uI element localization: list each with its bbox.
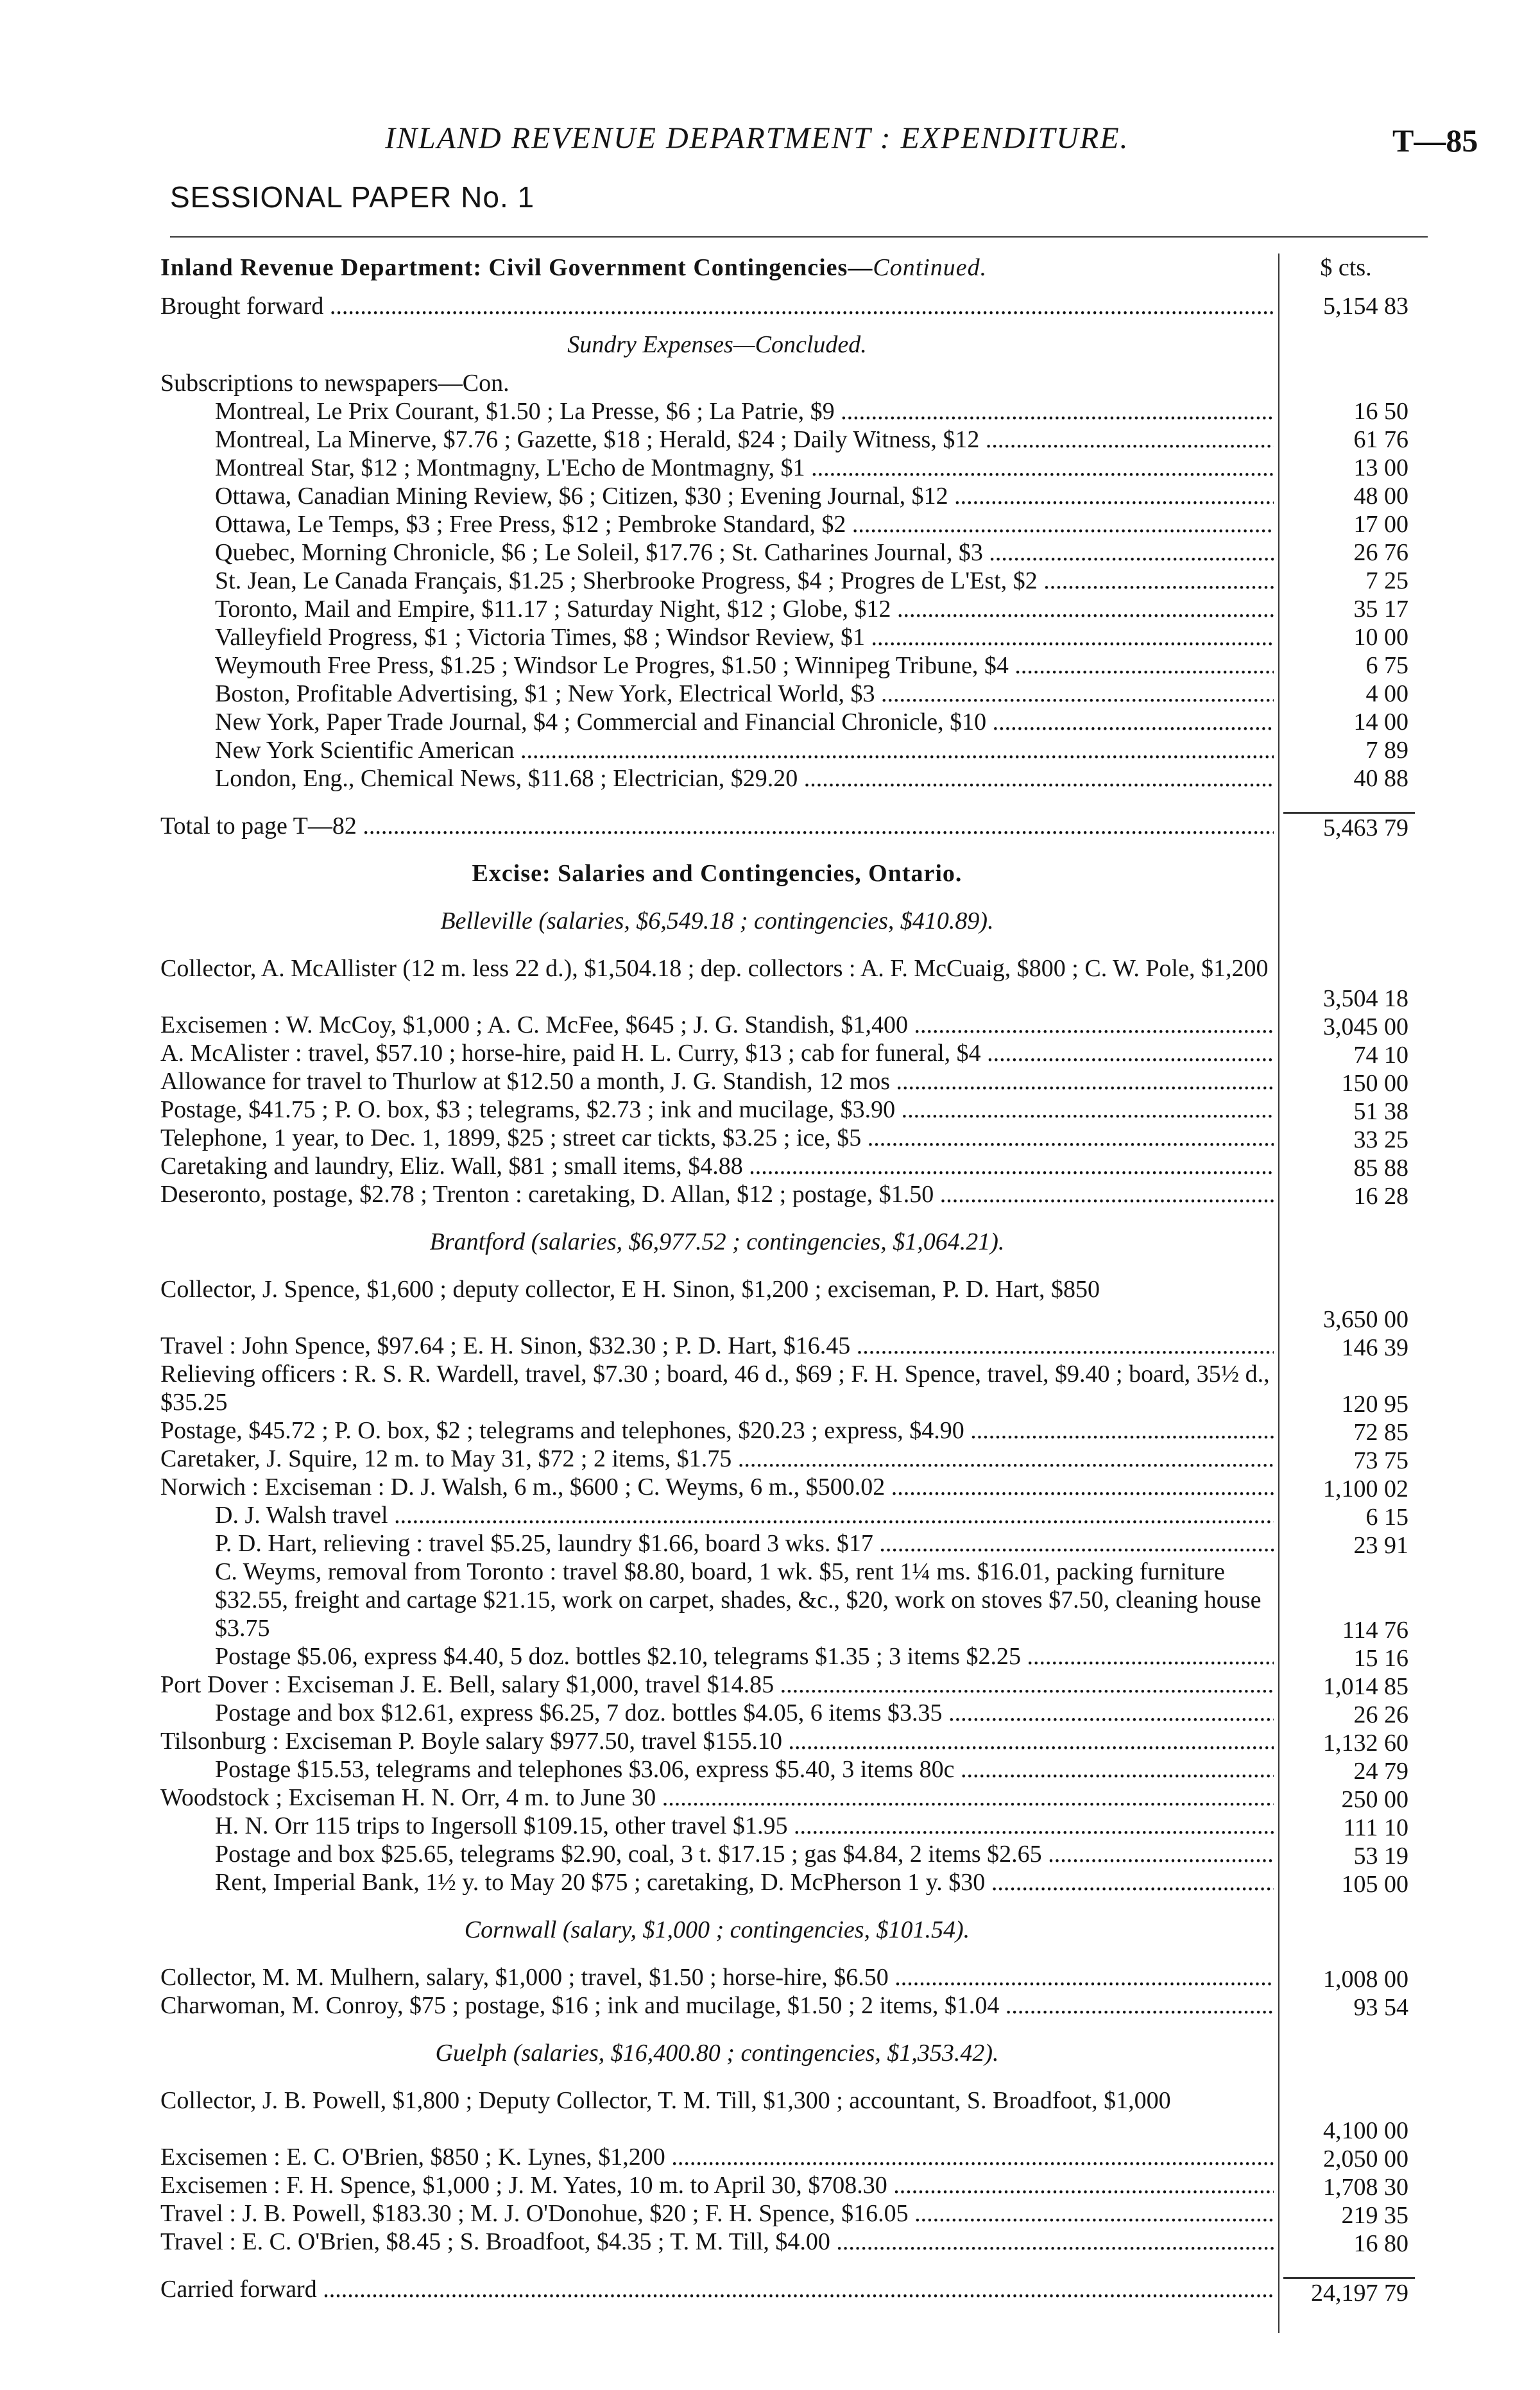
subscriptions-head: Subscriptions to newspapers—Con.: [160, 370, 509, 397]
ledger-row-text: Caretaking and laundry, Eliz. Wall, $81 ; small items, $4.88: [160, 1153, 743, 1180]
ledger-row-amount: 26 76: [1353, 539, 1408, 566]
ledger-row: [160, 1180, 1274, 1208]
ledger-row: [160, 1152, 1274, 1180]
ledger-row: [160, 454, 1274, 482]
ledger-row-text: Travel : John Spence, $97.64 ; E. H. Sinon, $32.30 ; P. D. Hart, $16.45: [160, 1332, 851, 1359]
ledger-row: [160, 1039, 1274, 1067]
carried-forward-label: Carried forward: [160, 2276, 317, 2303]
ledger-row: [160, 2171, 1274, 2199]
ledger-row-amount: 53 19: [1353, 1843, 1408, 1870]
ledger-row-amount: 26 26: [1353, 1701, 1408, 1728]
ledger-row-text: Toronto, Mail and Empire, $11.17 ; Saturday Night, $12 ; Globe, $12: [215, 596, 891, 623]
ledger-row: [160, 1360, 1274, 1416]
amount-column: [1283, 254, 1415, 2307]
subscriptions-list: [160, 397, 1274, 793]
ledger-row: [160, 426, 1274, 454]
belleville-head: Belleville (salaries, $6,549.18 ; contingencies, $410.89).: [440, 907, 994, 934]
ledger-row-text: Woodstock ; Exciseman H. N. Orr, 4 m. to June 30: [160, 1784, 656, 1811]
ledger-row-text: Collector, A. McAllister (12 m. less 22 d.), $1,504.18 ; dep. collectors : A. F. McCuaig, $800 ; C. W. Pole, $1,200: [160, 955, 1269, 982]
ledger-row: [160, 1671, 1274, 1699]
ledger-row-text: Postage and box $25.65, telegrams $2.90, coal, 3 t. $17.15 ; gas $4.84, 2 items $2.65: [215, 1841, 1042, 1868]
ledger-row: [160, 708, 1274, 736]
ledger-row: [160, 1501, 1274, 1529]
total-amount: 5,463 79: [1283, 812, 1415, 842]
ledger-row-amount: 105 00: [1341, 1871, 1408, 1898]
ledger-row-amount: 7 89: [1365, 737, 1408, 764]
ledger-row-amount: 15 16: [1353, 1645, 1408, 1672]
ledger-row: [160, 1558, 1274, 1642]
ledger-row-text: Port Dover : Exciseman J. E. Bell, salary $1,000, travel $14.85: [160, 1671, 774, 1698]
ledger-row: [160, 1067, 1274, 1096]
ledger-row: [160, 1840, 1274, 1868]
ledger-row-text: Allowance for travel to Thurlow at $12.50 a month, J. G. Standish, 12 mos: [160, 1068, 891, 1095]
excise-section-title: Excise: Salaries and Contingencies, Ontario.: [472, 860, 963, 887]
sundry-expenses-head: Sundry Expenses—Concluded.: [567, 331, 867, 358]
brantford-head: Brantford (salaries, $6,977.52 ; contingencies, $1,064.21).: [429, 1228, 1005, 1255]
ledger-row-text: C. Weyms, removal from Toronto : travel $8.80, board, 1 wk. $5, rent 1¼ ms. $16.01, packing furniture $32.55, freight and cartage $21.15, work on carpet, shades, &c., $20, work on stoves $7.50, cleaning house $3.75: [215, 1558, 1262, 1642]
ledger-row-amount: 61 76: [1353, 426, 1408, 453]
ledger-row: [160, 1332, 1274, 1360]
ledger-row-text: Quebec, Morning Chronicle, $6 ; Le Soleil, $17.76 ; St. Catharines Journal, $3: [215, 539, 983, 566]
ledger-row-amount: 3,045 00: [1323, 1013, 1408, 1040]
currency-head: $ cts.: [1320, 254, 1372, 281]
ledger-row: [160, 1727, 1274, 1755]
ledger-row: [160, 482, 1274, 510]
ledger-row: [160, 1275, 1274, 1332]
ledger-row-text: Charwoman, M. Conroy, $75 ; postage, $16 ; ink and mucilage, $1.50 ; 2 items, $1.04: [160, 1992, 1000, 2019]
ledger-row: [160, 1124, 1274, 1152]
ledger-row-amount: 23 91: [1353, 1532, 1408, 1559]
ledger-row-amount: 16 50: [1353, 398, 1408, 425]
ledger-row: [160, 1868, 1274, 1896]
ledger-row-text: Postage $5.06, express $4.40, 5 doz. bottles $2.10, telegrams $1.35 ; 3 items $2.25: [215, 1643, 1021, 1670]
ledger-row-text: H. N. Orr 115 trips to Ingersoll $109.15, other travel $1.95: [215, 1812, 788, 1839]
ledger-row: [160, 2086, 1274, 2143]
subscriptions-amounts: [1283, 397, 1415, 793]
ledger-row: [160, 567, 1274, 595]
ledger-row-text: New York Scientific American: [215, 737, 515, 764]
ledger-row-amount: 4,100 00: [1323, 2117, 1408, 2144]
ledger-row-text: Travel : E. C. O'Brien, $8.45 ; S. Broadfoot, $4.35 ; T. M. Till, $4.00: [160, 2228, 830, 2255]
ledger-row-text: Weymouth Free Press, $1.25 ; Windsor Le Progres, $1.50 ; Winnipeg Tribune, $4: [215, 652, 1009, 679]
guelph-head: Guelph (salaries, $16,400.80 ; contingencies, $1,353.42).: [435, 2040, 999, 2067]
ledger-row-amount: 17 00: [1353, 511, 1408, 538]
sessional-paper-label: SESSIONAL PAPER No. 1: [170, 180, 535, 214]
brantford-amounts: [1283, 1277, 1415, 1898]
ledger-row: [160, 1416, 1274, 1445]
ledger-row-text: Postage and box $12.61, express $6.25, 7 doz. bottles $4.05, 6 items $3.35: [215, 1699, 943, 1726]
ledger-row-amount: 33 25: [1353, 1126, 1408, 1153]
ledger-row: [160, 538, 1274, 567]
ledger-row-amount: 1,008 00: [1323, 1966, 1408, 1993]
ledger-row-text: Montreal, Le Prix Courant, $1.50 ; La Presse, $6 ; La Patrie, $9: [215, 398, 835, 425]
ledger-row-text: Tilsonburg : Exciseman P. Boyle salary $977.50, travel $155.10: [160, 1728, 782, 1755]
ledger-row-text: Postage, $45.72 ; P. O. box, $2 ; telegrams and telephones, $20.23 ; express, $4.90: [160, 1417, 964, 1444]
ledger-row-amount: 24 79: [1353, 1758, 1408, 1785]
ledger-row-text: London, Eng., Chemical News, $11.68 ; Electrician, $29.20: [215, 765, 798, 792]
ledger-row-text: Telephone, 1 year, to Dec. 1, 1899, $25 ; street car tickts, $3.25 ; ice, $5: [160, 1124, 862, 1151]
ledger-row-text: Boston, Profitable Advertising, $1 ; New York, Electrical World, $3: [215, 680, 875, 707]
ledger-row-amount: 219 35: [1341, 2202, 1408, 2229]
ledger-row: [160, 954, 1274, 1011]
total-label: Total to page T—82: [160, 812, 357, 839]
ledger-row: [160, 651, 1274, 680]
guelph-list: [160, 2086, 1274, 2256]
ledger-row-amount: 74 10: [1353, 1042, 1408, 1069]
ledger-row: [160, 1011, 1274, 1039]
cornwall-amounts: [1283, 1965, 1415, 2022]
ledger-row-text: A. McAlister : travel, $57.10 ; horse-hire, paid H. L. Curry, $13 ; cab for funeral, $4: [160, 1040, 981, 1067]
ledger-row-amount: 16 28: [1353, 1183, 1408, 1210]
ledger-row-amount: 6 15: [1365, 1504, 1408, 1531]
ledger-row-amount: 48 00: [1353, 483, 1408, 510]
ledger-row-text: New York, Paper Trade Journal, $4 ; Commercial and Financial Chronicle, $10: [215, 709, 987, 735]
ledger-row-text: Rent, Imperial Bank, 1½ y. to May 20 $75 ; caretaking, D. McPherson 1 y. $30: [215, 1869, 986, 1896]
ledger-row-text: Montreal Star, $12 ; Montmagny, L'Echo de Montmagny, $1: [215, 454, 805, 481]
belleville-list: [160, 954, 1274, 1208]
ledger-row: [160, 1784, 1274, 1812]
brought-forward-amount: 5,154 83: [1323, 293, 1408, 320]
ledger-row-amount: 85 88: [1353, 1155, 1408, 1182]
ledger-row: [160, 764, 1274, 793]
ledger-row: [160, 2228, 1274, 2256]
amount-column-rule: [1278, 254, 1279, 2333]
ledger-row-text: Collector, J. Spence, $1,600 ; deputy collector, E H. Sinon, $1,200 ; exciseman, P. D. Hart, $850: [160, 1276, 1100, 1303]
ledger-row-text: Excisemen : W. McCoy, $1,000 ; A. C. McFee, $645 ; J. G. Standish, $1,400: [160, 1011, 908, 1038]
ledger-row-text: Ottawa, Le Temps, $3 ; Free Press, $12 ; Pembroke Standard, $2: [215, 511, 846, 538]
ledger-row-amount: 3,504 18: [1323, 985, 1408, 1012]
ledger-row-text: Postage, $41.75 ; P. O. box, $3 ; telegrams, $2.73 ; ink and mucilage, $3.90: [160, 1096, 896, 1123]
ledger-row: [160, 1096, 1274, 1124]
ledger-row-amount: 14 00: [1353, 709, 1408, 735]
ledger-row-text: Collector, M. M. Mulhern, salary, $1,000 ; travel, $1.50 ; horse-hire, $6.50: [160, 1964, 889, 1991]
ledger-row-amount: 4 00: [1365, 680, 1408, 707]
ledger-row-amount: 111 10: [1343, 1814, 1408, 1841]
page-number: T—85: [1392, 123, 1478, 159]
ledger-row-amount: 1,708 30: [1323, 2174, 1408, 2201]
ledger-row-amount: 73 75: [1353, 1447, 1408, 1474]
section-title-main: Inland Revenue Department: Civil Government Contingencies—: [160, 254, 873, 281]
running-title: INLAND REVENUE DEPARTMENT : EXPENDITURE.: [385, 121, 1129, 155]
ledger-row-text: Relieving officers : R. S. R. Wardell, travel, $7.30 ; board, 46 d., $69 ; F. H. Spence, travel, $9.40 ; board, 35½ d., $35.25: [160, 1361, 1270, 1416]
guelph-amounts: [1283, 2088, 1415, 2258]
header-rule: [170, 236, 1428, 238]
ledger-row-amount: 150 00: [1341, 1070, 1408, 1097]
ledger-row-text: Valleyfield Progress, $1 ; Victoria Times, $8 ; Windsor Review, $1: [215, 624, 865, 651]
description-column: [160, 254, 1274, 2303]
brought-forward-label: Brought forward: [160, 293, 324, 320]
ledger-row-amount: 40 88: [1353, 765, 1408, 792]
ledger-row-text: Ottawa, Canadian Mining Review, $6 ; Citizen, $30 ; Evening Journal, $12: [215, 483, 948, 510]
ledger-row: [160, 1812, 1274, 1840]
carried-forward-row: [160, 2275, 1274, 2303]
ledger-row-amount: 250 00: [1341, 1786, 1408, 1813]
ledger-row: [160, 595, 1274, 623]
belleville-amounts: [1283, 956, 1415, 1210]
ledger-row-amount: 3,650 00: [1323, 1306, 1408, 1333]
ledger-row: [160, 736, 1274, 764]
ledger-row: [160, 1529, 1274, 1558]
ledger-row-text: Collector, J. B. Powell, $1,800 ; Deputy Collector, T. M. Till, $1,300 ; accountant, S. Broadfoot, $1,000: [160, 2087, 1171, 2114]
ledger-row-text: Excisemen : E. C. O'Brien, $850 ; K. Lynes, $1,200: [160, 2144, 665, 2171]
ledger-row: [160, 397, 1274, 426]
ledger-row-text: Postage $15.53, telegrams and telephones $3.06, express $5.40, 3 items 80c: [215, 1756, 955, 1783]
ledger-row-text: Deseronto, postage, $2.78 ; Trenton : caretaking, D. Allan, $12 ; postage, $1.50: [160, 1181, 934, 1208]
brought-forward-row: [160, 292, 1274, 320]
ledger-row-amount: 13 00: [1353, 454, 1408, 481]
ledger-row: [160, 1699, 1274, 1727]
ledger-row: [160, 2199, 1274, 2228]
ledger-row: [160, 1445, 1274, 1473]
ledger-row-amount: 120 95: [1341, 1391, 1408, 1418]
ledger-row: [160, 1755, 1274, 1784]
ledger-row-text: Montreal, La Minerve, $7.76 ; Gazette, $18 ; Herald, $24 ; Daily Witness, $12: [215, 426, 980, 453]
ledger-row: [160, 623, 1274, 651]
ledger-row-amount: 146 39: [1341, 1334, 1408, 1361]
total-row: [160, 812, 1274, 840]
ledger-row-text: Excisemen : F. H. Spence, $1,000 ; J. M. Yates, 10 m. to April 30, $708.30: [160, 2172, 887, 2199]
ledger-row: [160, 680, 1274, 708]
ledger-row: [160, 1642, 1274, 1671]
ledger-row: [160, 1991, 1274, 2020]
ledger-row-amount: 10 00: [1353, 624, 1408, 651]
ledger-row-amount: 93 54: [1353, 1994, 1408, 2021]
ledger-row-text: P. D. Hart, relieving : travel $5.25, laundry $1.66, board 3 wks. $17: [215, 1530, 873, 1557]
ledger-row-amount: 1,132 60: [1323, 1730, 1408, 1757]
ledger-row-text: D. J. Walsh travel: [215, 1502, 388, 1529]
ledger-row-text: St. Jean, Le Canada Français, $1.25 ; Sherbrooke Progress, $4 ; Progres de L'Est, $2: [215, 567, 1038, 594]
ledger-row: [160, 1963, 1274, 1991]
ledger-row-amount: 35 17: [1353, 596, 1408, 623]
brantford-list: [160, 1275, 1274, 1896]
ledger-row: [160, 1473, 1274, 1501]
ledger-row-text: Norwich : Exciseman : D. J. Walsh, 6 m., $600 ; C. Weyms, 6 m., $500.02: [160, 1474, 886, 1500]
ledger-row-text: Caretaker, J. Squire, 12 m. to May 31, $72 ; 2 items, $1.75: [160, 1445, 732, 1472]
ledger-row: [160, 2143, 1274, 2171]
cornwall-head: Cornwall (salary, $1,000 ; contingencies, $101.54).: [464, 1916, 970, 1943]
ledger-row: [160, 510, 1274, 538]
ledger-row-amount: 51 38: [1353, 1098, 1408, 1125]
section-title-continued: Continued.: [873, 254, 988, 281]
ledger-row-amount: 2,050 00: [1323, 2145, 1408, 2172]
ledger-row-amount: 1,014 85: [1323, 1673, 1408, 1700]
ledger-row-amount: 7 25: [1365, 567, 1408, 594]
ledger-row-text: Travel : J. B. Powell, $183.30 ; M. J. O'Donohue, $20 ; F. H. Spence, $16.05: [160, 2200, 909, 2227]
ledger-row-amount: 114 76: [1342, 1617, 1408, 1644]
ledger-row-amount: 16 80: [1353, 2230, 1408, 2257]
cornwall-list: [160, 1963, 1274, 2020]
ledger-row-amount: 6 75: [1365, 652, 1408, 679]
ledger-row-amount: 1,100 02: [1323, 1475, 1408, 1502]
section-title: [160, 254, 1274, 282]
ledger-row-amount: 72 85: [1353, 1419, 1408, 1446]
carried-forward-amount: 24,197 79: [1283, 2277, 1415, 2307]
